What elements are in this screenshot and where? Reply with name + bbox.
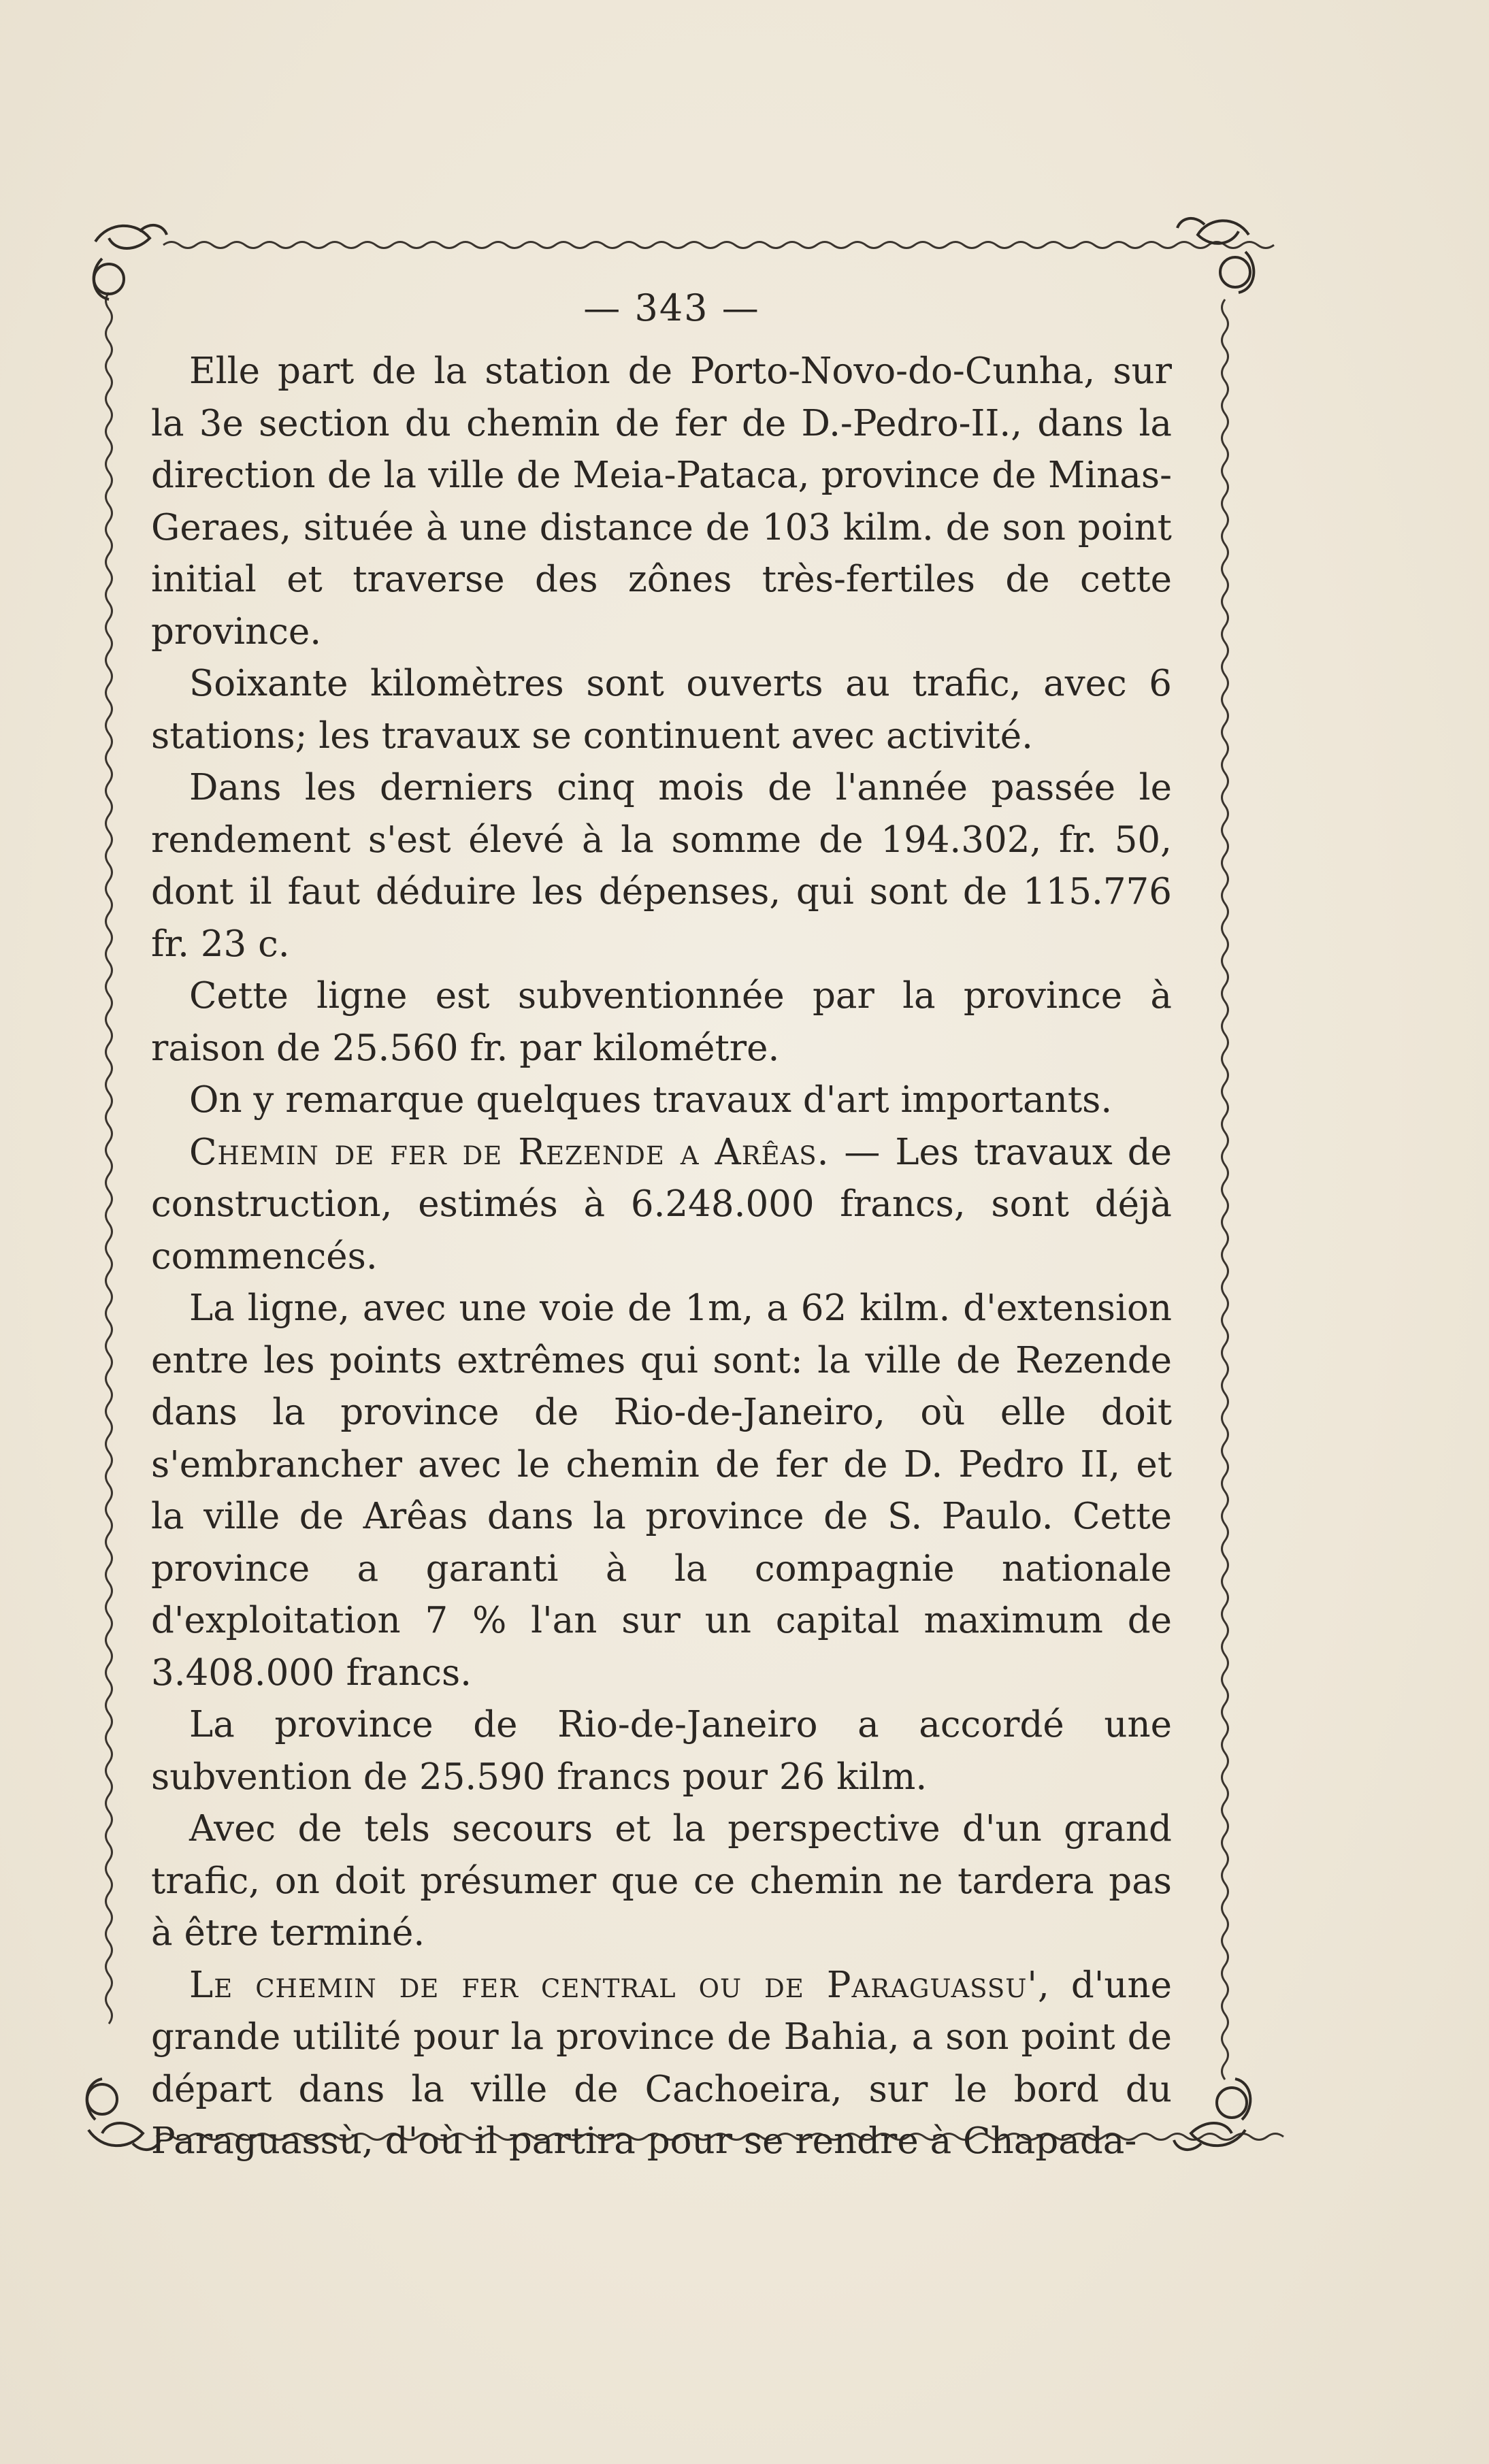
left-wavy-rule: [106, 293, 112, 2024]
paragraph: [151, 658, 1172, 762]
paragraph: [151, 970, 1172, 1074]
paragraph-text: Dans les derniers cinq mois de l'année passée le rendement s'est élevé à la somme de 194.302, fr. 50, dont il faut déduire les dépenses, qui sont de 115.776 fr. 23 c.: [151, 767, 1172, 965]
section-heading: Chemin de fer de Rezende a Arêas.: [189, 1131, 830, 1173]
paragraph: [151, 762, 1172, 970]
paragraph-text: — Les travaux de construction, estimés à 6.248.000 francs, sont déjà commencés.: [151, 1131, 1172, 1277]
paragraph: [151, 346, 1172, 658]
paragraph: [151, 1127, 1172, 1283]
top-wavy-rule: [163, 242, 1274, 248]
section-heading: Le chemin de fer central ou de Paraguassu': [189, 1964, 1038, 2006]
paragraph-text: Soixante kilomètres sont ouverts au trafic, avec 6 stations; les travaux se continuent avec activité.: [151, 663, 1172, 757]
paragraph: [151, 1803, 1172, 1960]
paragraph-text: , d'une grande utilité pour la province de Bahia, a son point de départ dans la ville de Cachoeira, sur le bord du Paraguassù, d'où il partira pour se rendre à Chapada-: [151, 1964, 1172, 2162]
paragraph-text: Elle part de la station de Porto-Novo-do-Cunha, sur la 3e section du chemin de fer de D.-Pedro-II., dans la direction de la ville de Meia-Pataca, province de Minas-Geraes, située à une distance de 103 kilm. de son point initial et traverse des zônes très-fertiles de cette province.: [151, 350, 1172, 653]
paragraph-text: On y remarque quelques travaux d'art importants.: [189, 1079, 1113, 1121]
paragraph-text: Avec de tels secours et la perspective d'un grand trafic, on doit présumer que ce chemin ne tardera pas à être terminé.: [151, 1808, 1172, 1954]
paragraph: [151, 1074, 1172, 1127]
page-number: — 343 —: [583, 286, 760, 329]
paragraph-text: Cette ligne est subventionnée par la province à raison de 25.560 fr. par kilométre.: [151, 975, 1172, 1069]
right-wavy-rule: [1222, 299, 1228, 2080]
paragraph: [151, 1699, 1172, 1803]
corner-ornament-top-right: [1177, 218, 1254, 293]
paragraph-text: La ligne, avec une voie de 1m, a 62 kilm. d'extension entre les points extrêmes qui sont: la ville de Rezende dans la province de Rio-de-Janeiro, où elle doit s'embrancher avec le chemin de fer de D. Pedro II, et la ville de Arêas dans la province de S. Paulo. Cette province a garanti à la compagnie nationale d'exploitation 7 % l'an sur un capital maximum de 3.408.000 francs.: [151, 1287, 1172, 1694]
paragraph-text: La province de Rio-de-Janeiro a accordé une subvention de 25.590 francs pour 26 kilm.: [151, 1704, 1172, 1798]
paragraph: [151, 1960, 1172, 2168]
corner-ornament-bottom-left: [87, 2079, 160, 2150]
paragraph: [151, 1283, 1172, 1699]
corner-ornament-bottom-right: [1174, 2079, 1250, 2150]
text-block: [151, 276, 1172, 2168]
